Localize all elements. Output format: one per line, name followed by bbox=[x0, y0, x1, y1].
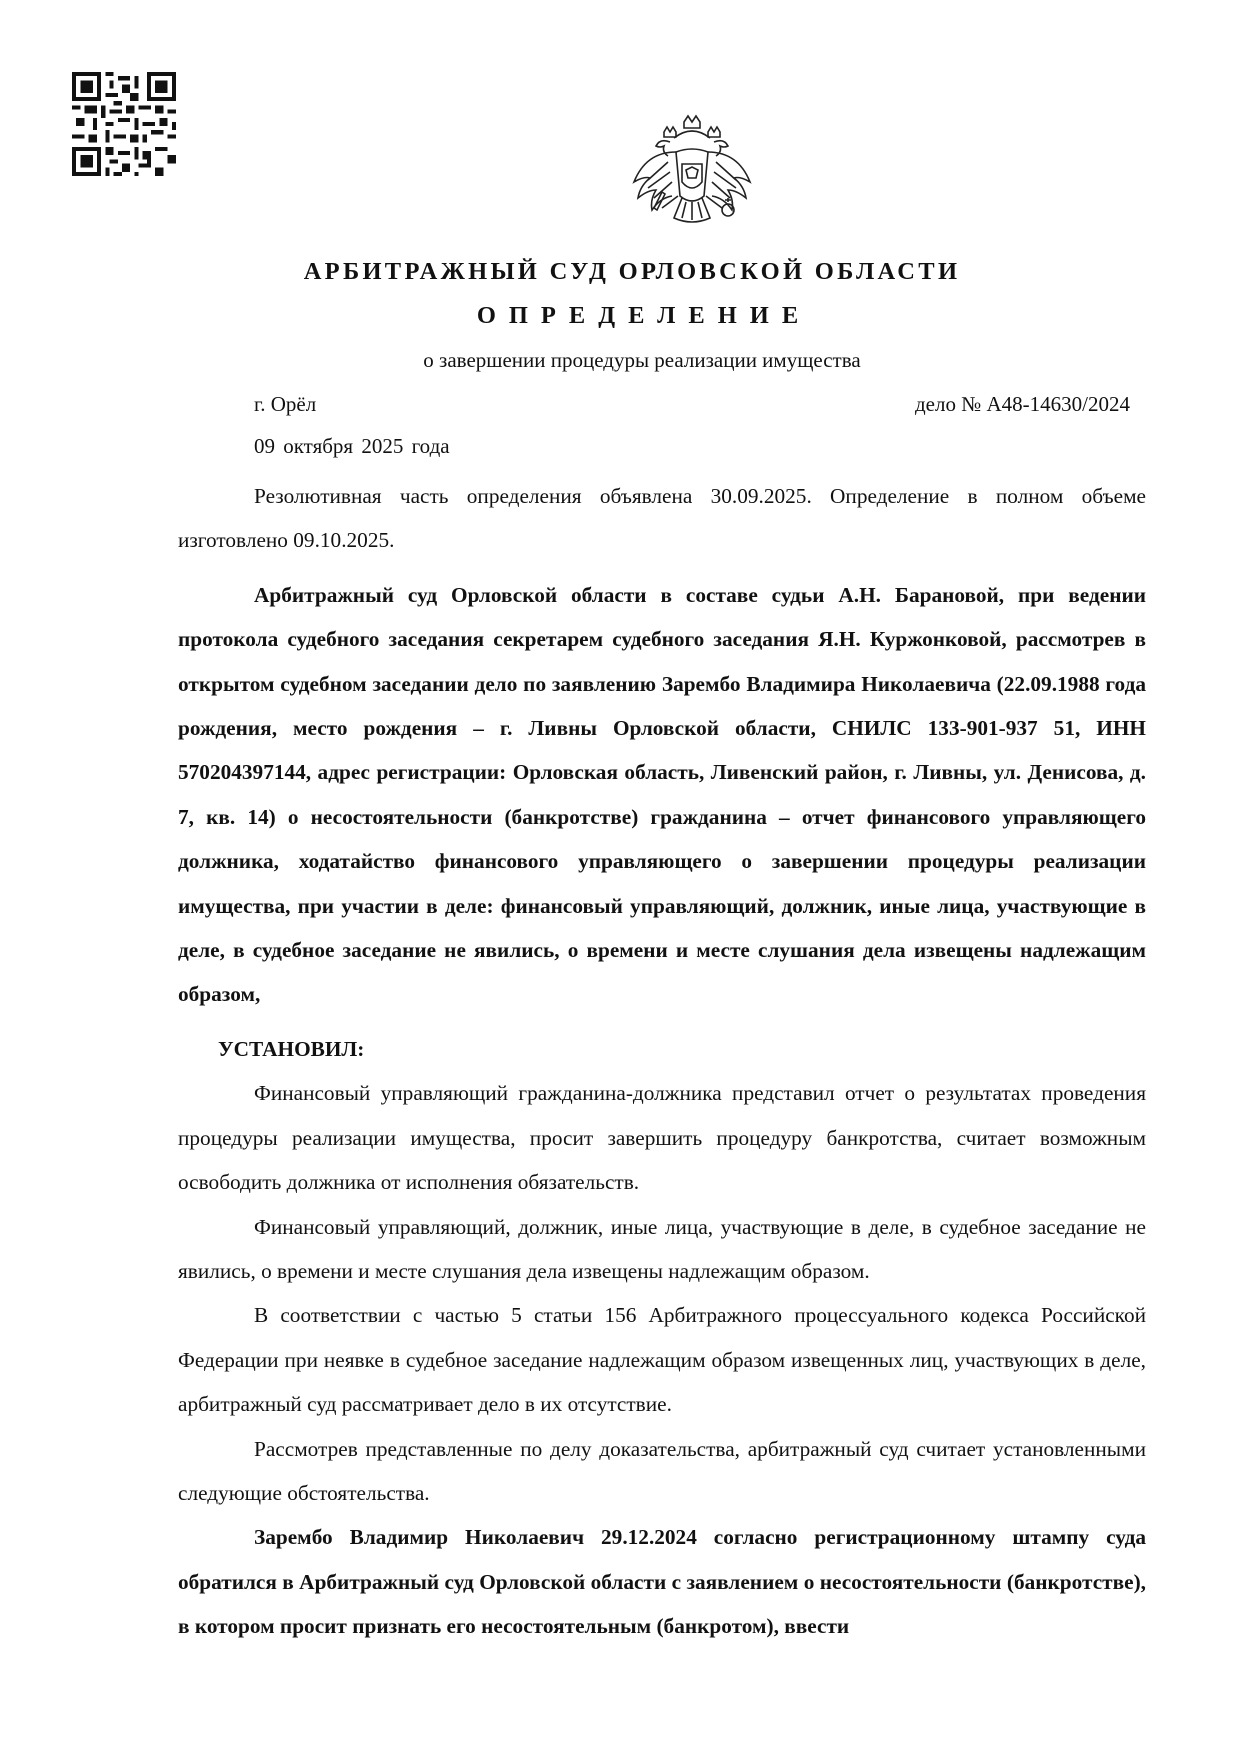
paragraph-finding-5: Зарембо Владимир Николаевич 29.12.2024 согласно регистрационному штампу суда обратился в Арбитражный суд Орловской области с заявлением о несостоятельности (банкротстве), в котором просит признать его несостоятельным (банкротом), ввести bbox=[178, 1525, 1146, 1639]
paragraph-court-composition: Арбитражный суд Орловской области в составе судьи А.Н. Барановой, при ведении протокола судебного заседания секретарем судебного заседания Я.Н. Куржонковой, рассмотрев в открытом судебном заседании дело по заявлению Зарембо Владимира Николаевича (22.09.1988 года рождения, место рождения – г. Ливны Орловской области, СНИЛС 133-901-937 51, ИНН 570204397144, адрес регистрации: Орловская область, Ливенский район, г. Ливны, ул. Денисова, д. 7, кв. 14) о несостоятельности (банкротстве) гражданина – отчет финансового управляющего должника, ходатайство финансового управляющего о завершении процедуры реализации имущества, при участии в деле: финансовый управляющий, должник, иные лица, участвующие в деле, в судебное заседание не явились, о времени и месте слушания дела извещены надлежащим образом, bbox=[178, 582, 1146, 1007]
paragraph-operative-part: Резолютивная часть определения объявлена 30.09.2025. Определение в полном объеме изготовлено 09.10.2025. bbox=[178, 484, 1146, 553]
document-subtitle: о завершении процедуры реализации имущества bbox=[423, 348, 861, 372]
document-body bbox=[178, 474, 1146, 1649]
coat-of-arms-emblem bbox=[628, 112, 756, 252]
document-date: 09 октября 2025 года bbox=[254, 434, 450, 458]
document-type-title: ОПРЕДЕЛЕНИЕ bbox=[476, 302, 812, 329]
established-heading: УСТАНОВИЛ: bbox=[218, 1036, 365, 1061]
paragraph-finding-4: Рассмотрев представленные по делу доказательства, арбитражный суд считает установленными следующие обстоятельства. bbox=[178, 1436, 1146, 1505]
paragraph-finding-3: В соответствии с частью 5 статьи 156 Арбитражного процессуального кодекса Российской Федерации при неявке в судебное заседание надлежащим образом извещенных лиц, участвующих в деле, арбитражный суд рассматривает дело в их отсутствие. bbox=[178, 1303, 1146, 1417]
case-number: дело № А48-14630/2024 bbox=[914, 392, 1130, 416]
paragraph-finding-2: Финансовый управляющий, должник, иные лица, участвующие в деле, в судебное заседание не явились, о времени и месте слушания дела извещены надлежащим образом. bbox=[178, 1214, 1146, 1283]
qr-code bbox=[72, 72, 176, 176]
city: г. Орёл bbox=[254, 392, 317, 416]
paragraph-finding-1: Финансовый управляющий гражданина-должника представил отчет о результатах проведения процедуры реализации имущества, просит завершить процедуру банкротства, считает возможным освободить должника от исполнения обязательств. bbox=[178, 1081, 1146, 1195]
court-name: АРБИТРАЖНЫЙ СУД ОРЛОВСКОЙ ОБЛАСТИ bbox=[303, 258, 961, 285]
